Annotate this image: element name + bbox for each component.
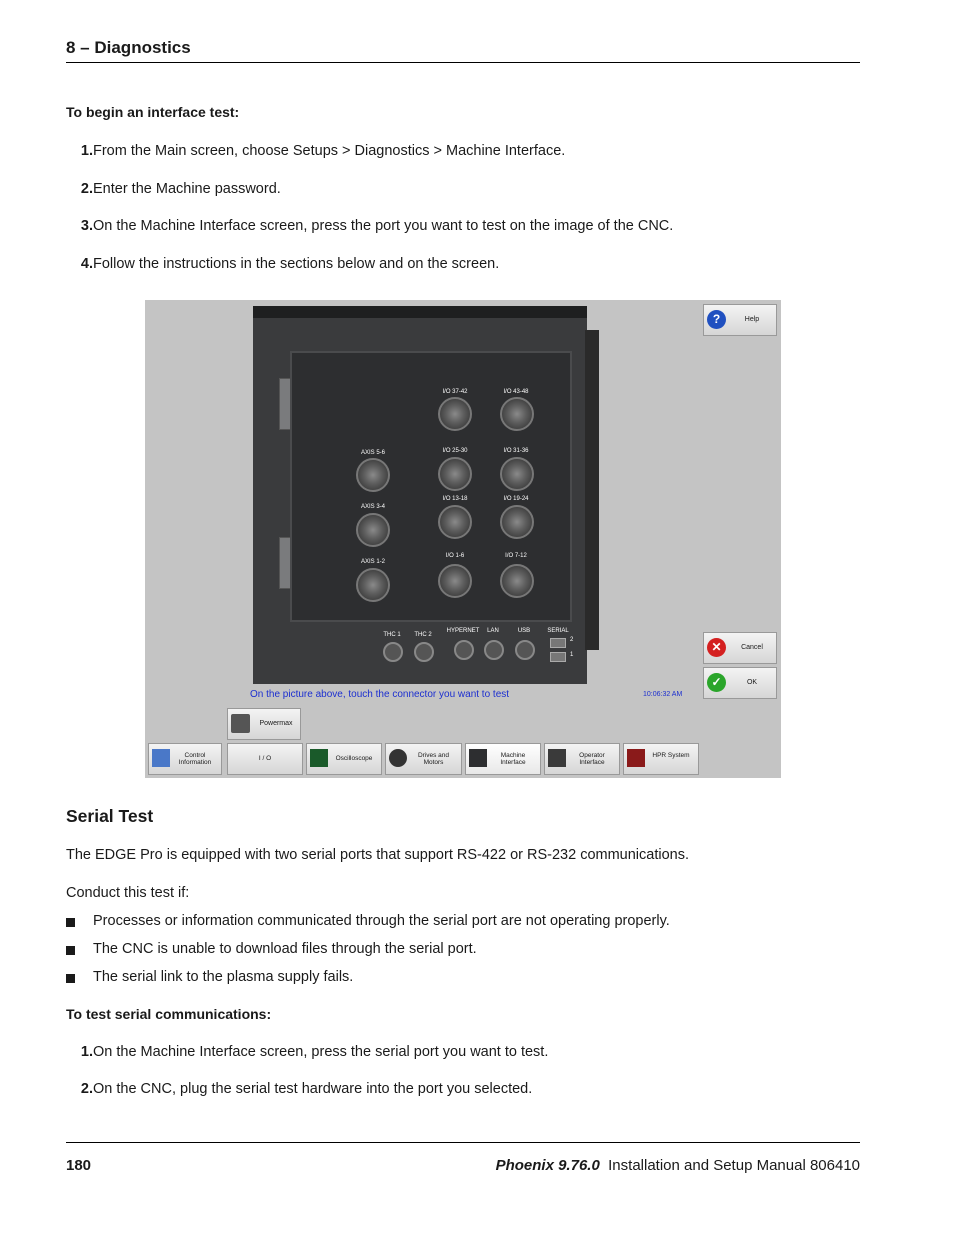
port-hypernet[interactable] [454,640,474,660]
connector-label: I/O 19-24 [503,496,529,502]
ok-label: OK [746,679,758,686]
step-number: 2. [80,1081,93,1097]
machine-interface-screenshot [145,300,781,778]
motor-icon [389,749,407,767]
oscilloscope-button[interactable] [306,743,382,775]
port-label: HYPERNET [446,628,480,634]
footer-title [496,1157,860,1174]
bullet-icon [66,946,75,955]
serial-port-number: 2 [570,637,574,643]
connector-label: I/O 25-30 [442,448,468,454]
ok-icon: ✓ [707,673,726,692]
connector-label: AXIS 5-6 [360,450,385,456]
serial-port-1[interactable] [550,652,566,662]
operator-interface-button[interactable] [544,743,620,775]
connector-io-31-36[interactable] [500,457,534,491]
product-name: Phoenix 9.76.0 [495,1157,600,1174]
help-icon: ? [707,310,726,329]
port-thc-1[interactable] [383,642,403,662]
page-number: 180 [66,1157,92,1174]
manual-name: Installation and Setup Manual 806410 [608,1157,860,1174]
connector-io-25-30[interactable] [438,457,472,491]
step-item [66,181,281,197]
step-number: 1. [80,1044,93,1060]
powermax-label: Powermax [259,720,293,727]
machine-interface-button[interactable] [465,743,541,775]
port-label: THC 2 [414,632,432,638]
instruction-text: On the picture above, touch the connector you want to test [250,689,510,700]
serial-port-2[interactable] [550,638,566,648]
connector-io-37-42[interactable] [438,397,472,431]
powermax-icon [231,714,250,733]
button-label: Operator Interface [579,752,605,766]
connector-io-19-24[interactable] [500,505,534,539]
hpr-system-button[interactable] [623,743,699,775]
operator-interface-icon [548,749,566,767]
connector-label: AXIS 1-2 [360,559,385,565]
step-number: 4. [80,256,93,272]
connector-label: I/O 13-18 [442,496,468,502]
connector-io-43-48[interactable] [500,397,534,431]
io-button[interactable] [227,743,303,775]
cancel-label: Cancel [741,644,763,651]
step-number: 3. [80,218,93,234]
procedure-title: To begin an interface test: [66,104,240,120]
bullet-text: The CNC is unable to download files through the serial port. [93,941,477,957]
step-text: From the Main screen, choose Setups > Diagnostics > Machine Interface. [93,143,566,159]
step-text: On the Machine Interface screen, press the port you want to test on the image of the CNC. [93,218,674,234]
connector-io-1-6[interactable] [438,564,472,598]
bullet-item [66,941,477,957]
connector-label: I/O 1-6 [445,553,465,559]
port-lan[interactable] [484,640,504,660]
connector-axis-5-6[interactable] [356,458,390,492]
button-label: HPR System [652,752,690,759]
serial-port-number: 1 [570,652,574,658]
step-text: Follow the instructions in the sections below and on the screen. [93,256,500,272]
bullet-item [66,969,353,985]
port-label: SERIAL [547,628,569,634]
step-item [66,143,565,159]
step-text: On the CNC, plug the serial test hardware into the port you selected. [93,1081,533,1097]
connector-label: I/O 43-48 [503,389,529,395]
connector-io-7-12[interactable] [500,564,534,598]
bullet-icon [66,918,75,927]
help-label: Help [744,316,760,323]
help-button[interactable] [703,304,777,336]
control-information-icon [152,749,170,767]
port-usb[interactable] [515,640,535,660]
footer-rule [66,1142,860,1143]
drives-motors-button[interactable] [385,743,462,775]
connector-io-13-18[interactable] [438,505,472,539]
cabinet-side [585,330,599,650]
button-label: Oscilloscope [335,755,373,762]
connector-label: AXIS 3-4 [360,504,385,510]
ok-button[interactable] [703,667,777,699]
paragraph: Conduct this test if: [66,885,190,901]
hpr-system-icon [627,749,645,767]
port-label: LAN [487,628,499,634]
cancel-button[interactable] [703,632,777,664]
header-rule [66,62,860,63]
button-label: Drives and Motors [417,752,450,766]
procedure-title: To test serial communications: [66,1006,272,1022]
step-number: 2. [80,181,93,197]
section-header: 8 – Diagnostics [66,38,191,57]
cancel-icon: ✕ [707,638,726,657]
button-label: Machine Interface [500,752,526,766]
connector-axis-1-2[interactable] [356,568,390,602]
step-item [66,1044,548,1060]
connector-label: I/O 37-42 [442,389,468,395]
cabinet-top [253,306,587,318]
button-label: Control Information [178,752,212,766]
paragraph: The EDGE Pro is equipped with two serial ports that support RS-422 or RS-232 communications. [66,847,689,863]
connector-axis-3-4[interactable] [356,513,390,547]
step-item [66,218,673,234]
connector-label: I/O 31-36 [503,448,529,454]
bullet-item [66,913,670,929]
bullet-text: Processes or information communicated through the serial port are not operating properly. [93,913,670,929]
step-text: Enter the Machine password. [93,181,281,197]
step-text: On the Machine Interface screen, press the serial port you want to test. [93,1044,549,1060]
port-label: THC 1 [383,632,401,638]
port-label: USB [517,628,531,634]
connector-label: I/O 7-12 [505,553,527,559]
button-label: I / O [258,755,272,762]
port-thc-2[interactable] [414,642,434,662]
step-item [66,1081,532,1097]
bullet-text: The serial link to the plasma supply fails. [93,969,354,985]
section-heading: Serial Test [66,806,154,826]
bullet-icon [66,974,75,983]
clock-display: 10:06:32 AM [643,691,683,698]
powermax-button[interactable] [227,708,301,740]
machine-interface-icon [469,749,487,767]
oscilloscope-icon [310,749,328,767]
control-information-button[interactable] [148,743,222,775]
step-item [66,256,499,272]
step-number: 1. [80,143,93,159]
